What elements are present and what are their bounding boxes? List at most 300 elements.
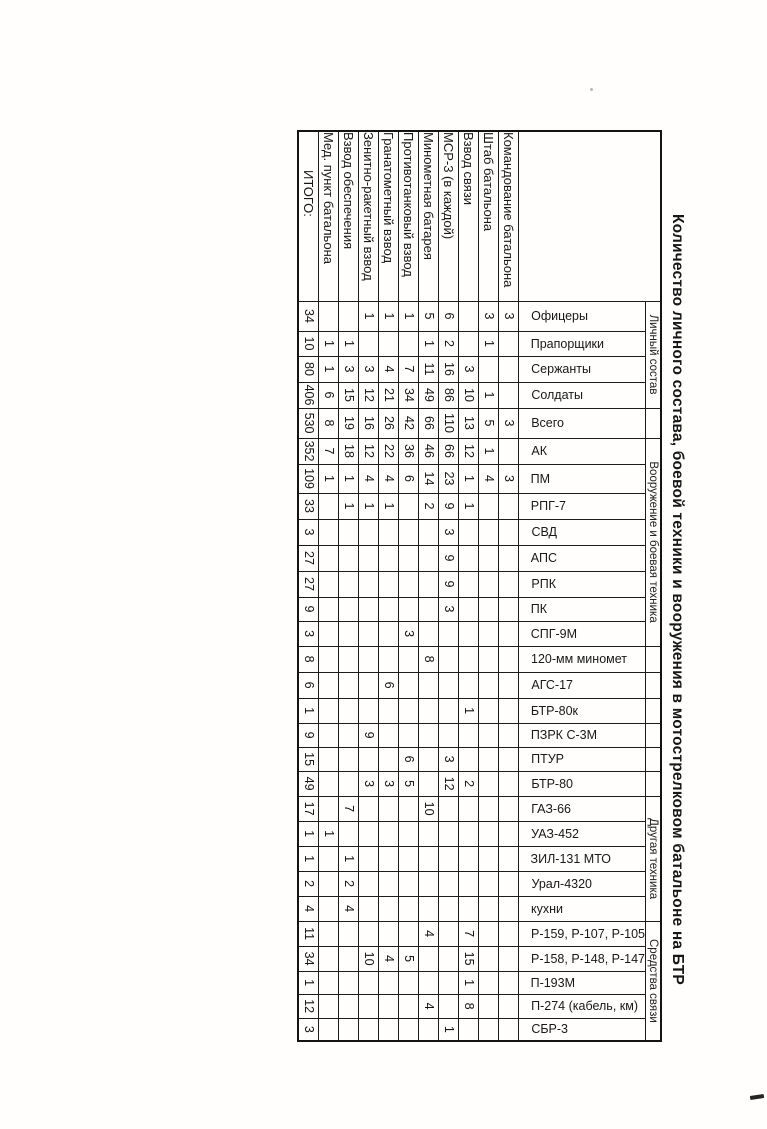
value-cell: 7 [399,356,419,382]
column-header-label: Всего [531,416,564,430]
value-cell [459,571,479,597]
value-cell [399,896,419,921]
value-cell: 1 [319,331,339,356]
value-cell [339,747,359,771]
value-cell [399,672,419,698]
value-cell [379,896,399,921]
column-header-label: РПК [531,577,556,591]
column-header-label: ПМ [531,471,551,486]
value-cell [499,871,519,896]
value-cell: 5 [479,408,499,438]
value-cell [319,846,339,871]
column-header-cell [519,438,646,464]
column-header-label: ГАЗ-66 [531,801,571,816]
value-cell [499,672,519,698]
value-cell: 15 [298,747,319,771]
value-cell: 4 [419,921,439,946]
value-cell [359,921,379,946]
value-cell: 1 [339,331,359,356]
value-cell: 1 [419,331,439,356]
column-header-cell [519,821,646,846]
value-cell [379,747,399,771]
value-cell: 3 [298,519,319,545]
value-cell [499,331,519,356]
column-header-label: Р-158, Р-148, Р-147 [531,951,645,966]
value-cell: 1 [459,464,479,493]
value-cell [419,747,439,771]
value-cell [479,771,499,796]
value-cell [479,698,499,723]
value-cell [479,597,499,621]
category-header-cell: Личный состав [646,301,662,408]
value-cell: 49 [298,771,319,796]
value-cell [319,747,339,771]
value-cell [439,698,459,723]
value-cell [499,946,519,971]
value-cell [459,621,479,646]
value-cell [499,356,519,382]
value-cell: 3 [499,464,519,493]
value-cell: 4 [379,356,399,382]
value-cell: 1 [319,821,339,846]
unit-row-label: Командование батальона [499,131,519,301]
value-cell [319,723,339,747]
column-header-cell [519,1018,646,1041]
value-cell [379,545,399,571]
value-cell: 406 [298,382,319,408]
column-header-cell [519,994,646,1018]
value-cell [359,994,379,1018]
value-cell [479,821,499,846]
value-cell [339,971,359,994]
value-cell [479,871,499,896]
value-cell: 46 [419,438,439,464]
value-cell [399,1018,419,1041]
value-cell: 49 [419,382,439,408]
value-cell [359,896,379,921]
value-cell [339,672,359,698]
value-cell [379,331,399,356]
value-cell: 26 [379,408,399,438]
value-cell [419,672,439,698]
value-cell [419,846,439,871]
column-header-label: ПЗРК С-3М [531,728,598,743]
value-cell: 1 [298,971,319,994]
value-cell [399,331,419,356]
value-cell [359,821,379,846]
value-cell [479,356,499,382]
value-cell: 27 [298,571,319,597]
column-header-cell [519,301,646,331]
value-cell [419,545,439,571]
column-header-cell [519,464,646,493]
value-cell: 3 [359,356,379,382]
value-cell: 1 [479,438,499,464]
column-header-cell [519,597,646,621]
category-header-cell [646,646,662,672]
value-cell [459,896,479,921]
column-header-cell [519,545,646,571]
unit-row-label: Штаб батальона [479,131,499,301]
value-cell [379,871,399,896]
value-cell [359,597,379,621]
value-cell [319,545,339,571]
value-cell: 80 [298,356,319,382]
value-cell [459,597,479,621]
value-cell: 36 [399,438,419,464]
column-header-label: Прапорщики [531,336,605,351]
category-header-cell: Другая техника [646,796,662,921]
value-cell [379,646,399,672]
column-header-cell [519,846,646,871]
value-cell [439,946,459,971]
category-header-cell [646,408,662,438]
column-header-cell [519,331,646,356]
column-header-label: БТР-80 [531,776,573,791]
column-header-cell [519,971,646,994]
value-cell [399,846,419,871]
value-cell: 2 [459,771,479,796]
value-cell [319,971,339,994]
value-cell [419,1018,439,1041]
value-cell: 6 [399,747,419,771]
value-cell: 1 [379,493,399,519]
value-cell: 8 [298,646,319,672]
value-cell: 12 [359,438,379,464]
value-cell: 21 [379,382,399,408]
value-cell [399,698,419,723]
value-cell: 1 [339,493,359,519]
value-cell [399,571,419,597]
value-cell [399,971,419,994]
value-cell [379,597,399,621]
value-cell [499,382,519,408]
value-cell [399,597,419,621]
column-header-label: АГС-17 [531,678,573,693]
value-cell [399,723,419,747]
value-cell [399,519,419,545]
value-cell [499,747,519,771]
value-cell: 8 [419,646,439,672]
value-cell [379,723,399,747]
value-cell [399,646,419,672]
value-cell [399,493,419,519]
value-cell: 3 [439,747,459,771]
value-cell: 1 [298,846,319,871]
value-cell [499,621,519,646]
value-cell [319,994,339,1018]
value-cell [499,796,519,821]
value-cell [359,871,379,896]
column-header-label: ЗИЛ-131 МТО [531,851,612,866]
value-cell [339,519,359,545]
value-cell: 4 [359,464,379,493]
value-cell: 16 [359,408,379,438]
value-cell: 109 [298,464,319,493]
value-cell [399,821,419,846]
value-cell: 4 [379,464,399,493]
value-cell: 9 [439,571,459,597]
value-cell: 6 [298,672,319,698]
column-header-label: ПК [531,602,548,616]
value-cell: 19 [339,408,359,438]
value-cell: 1 [359,301,379,331]
rotated-sheet [301,130,692,1042]
value-cell: 1 [459,971,479,994]
scan-artifact-mark [750,1094,764,1100]
value-cell [359,672,379,698]
value-cell [399,921,419,946]
value-cell: 5 [399,946,419,971]
value-cell [499,821,519,846]
value-cell: 9 [298,597,319,621]
value-cell [399,796,419,821]
value-cell [379,519,399,545]
value-cell [319,571,339,597]
value-cell [419,571,439,597]
value-cell [479,846,499,871]
value-cell: 42 [399,408,419,438]
value-cell: 1 [339,464,359,493]
value-cell [359,331,379,356]
column-header-label: П-274 (кабель, км) [531,999,638,1014]
value-cell [499,846,519,871]
value-cell [419,621,439,646]
value-cell [479,747,499,771]
value-cell [359,698,379,723]
value-cell [379,994,399,1018]
unit-row-label: Мед. пункт батальона [319,131,339,301]
value-cell: 3 [399,621,419,646]
value-cell [339,571,359,597]
value-cell: 1 [298,698,319,723]
value-cell: 6 [439,301,459,331]
value-cell: 9 [359,723,379,747]
value-cell [459,545,479,571]
value-cell: 7 [339,796,359,821]
value-cell: 110 [439,408,459,438]
value-cell: 22 [379,438,399,464]
value-cell: 8 [319,408,339,438]
unit-row-label: Зенитно-ракетный взвод [359,131,379,301]
column-header-cell [519,646,646,672]
value-cell: 7 [319,438,339,464]
column-header-cell [519,921,646,946]
value-cell [459,331,479,356]
battalion-table [297,130,662,1042]
value-cell [379,921,399,946]
value-cell: 10 [298,331,319,356]
value-cell: 13 [459,408,479,438]
value-cell [359,621,379,646]
value-cell [439,971,459,994]
value-cell: 12 [439,771,459,796]
value-cell: 5 [399,771,419,796]
value-cell [359,971,379,994]
value-cell: 6 [379,672,399,698]
scan-speck [590,88,593,91]
value-cell [459,1018,479,1041]
value-cell: 1 [459,493,479,519]
value-cell: 3 [439,597,459,621]
value-cell [319,871,339,896]
column-header-cell [519,382,646,408]
value-cell [479,493,499,519]
value-cell: 34 [399,382,419,408]
value-cell [479,621,499,646]
value-cell [319,621,339,646]
value-cell: 2 [439,331,459,356]
value-cell [459,646,479,672]
value-cell [419,698,439,723]
value-cell [419,896,439,921]
value-cell [379,821,399,846]
column-header-cell [519,723,646,747]
value-cell [379,971,399,994]
value-cell: 4 [479,464,499,493]
category-header-cell: Вооружение и боевая техника [646,438,662,646]
column-header-cell [519,871,646,896]
value-cell: 4 [298,896,319,921]
value-cell [499,571,519,597]
column-header-label: ПТУР [531,752,564,767]
value-cell [319,493,339,519]
value-cell [439,921,459,946]
value-cell [319,646,339,672]
value-cell [439,723,459,747]
value-cell [479,971,499,994]
value-cell: 5 [419,301,439,331]
value-cell [439,796,459,821]
value-cell: 33 [298,493,319,519]
value-cell: 86 [439,382,459,408]
value-cell: 14 [419,464,439,493]
value-cell: 10 [459,382,479,408]
column-header-label: Офицеры [531,309,588,323]
value-cell [479,672,499,698]
value-cell [359,545,379,571]
value-cell: 66 [439,438,459,464]
value-cell [479,646,499,672]
value-cell: 6 [399,464,419,493]
value-cell: 23 [439,464,459,493]
value-cell [479,946,499,971]
value-cell: 1 [479,382,499,408]
value-cell: 3 [359,771,379,796]
value-cell: 3 [459,356,479,382]
value-cell: 1 [399,301,419,331]
value-cell [419,519,439,545]
value-cell [499,896,519,921]
value-cell: 1 [319,464,339,493]
value-cell [439,821,459,846]
value-cell [319,519,339,545]
column-header-cell [519,493,646,519]
value-cell [459,519,479,545]
column-header-cell [519,672,646,698]
column-header-label: Сержанты [531,362,591,376]
value-cell [359,519,379,545]
value-cell [499,646,519,672]
column-header-cell [519,621,646,646]
value-cell: 3 [298,1018,319,1041]
value-cell: 352 [298,438,319,464]
value-cell [499,493,519,519]
value-cell: 3 [339,356,359,382]
column-header-label: АК [531,444,547,458]
value-cell [359,796,379,821]
value-cell [319,946,339,971]
value-cell: 10 [419,796,439,821]
value-cell: 3 [479,301,499,331]
value-cell: 9 [439,493,459,519]
value-cell [459,672,479,698]
value-cell [359,571,379,597]
column-header-cell [519,747,646,771]
value-cell [439,672,459,698]
value-cell [399,994,419,1018]
value-cell [479,519,499,545]
value-cell [339,1018,359,1041]
value-cell: 3 [439,519,459,545]
value-cell: 4 [379,946,399,971]
value-cell [499,771,519,796]
value-cell: 530 [298,408,319,438]
unit-row-label: Взвод связи [459,131,479,301]
value-cell [439,871,459,896]
column-header-cell [519,771,646,796]
value-cell [379,698,399,723]
value-cell [339,597,359,621]
value-cell [359,846,379,871]
column-header-label: Урал-4320 [531,876,592,891]
value-cell [359,1018,379,1041]
value-cell [319,921,339,946]
value-cell [319,1018,339,1041]
value-cell [499,921,519,946]
value-cell [379,571,399,597]
value-cell [339,621,359,646]
value-cell: 12 [298,994,319,1018]
value-cell [479,921,499,946]
value-cell: 3 [298,621,319,646]
value-cell: 6 [319,382,339,408]
value-cell: 1 [479,331,499,356]
value-cell [399,871,419,896]
value-cell: 34 [298,301,319,331]
value-cell [439,621,459,646]
value-cell: 2 [419,493,439,519]
column-header-cell [519,698,646,723]
unit-row-label: Гранатометный взвод [379,131,399,301]
value-cell [359,646,379,672]
value-cell [499,971,519,994]
value-cell [479,723,499,747]
value-cell: 4 [339,896,359,921]
value-cell [399,545,419,571]
column-header-label: кухни [531,901,564,916]
value-cell [419,871,439,896]
value-cell [379,1018,399,1041]
unit-row-label: Взвод обеспечения [339,131,359,301]
value-cell: 3 [499,408,519,438]
value-cell [499,519,519,545]
value-cell [459,871,479,896]
value-cell [359,747,379,771]
value-cell: 17 [298,796,319,821]
column-header-cell [519,519,646,545]
value-cell [339,771,359,796]
